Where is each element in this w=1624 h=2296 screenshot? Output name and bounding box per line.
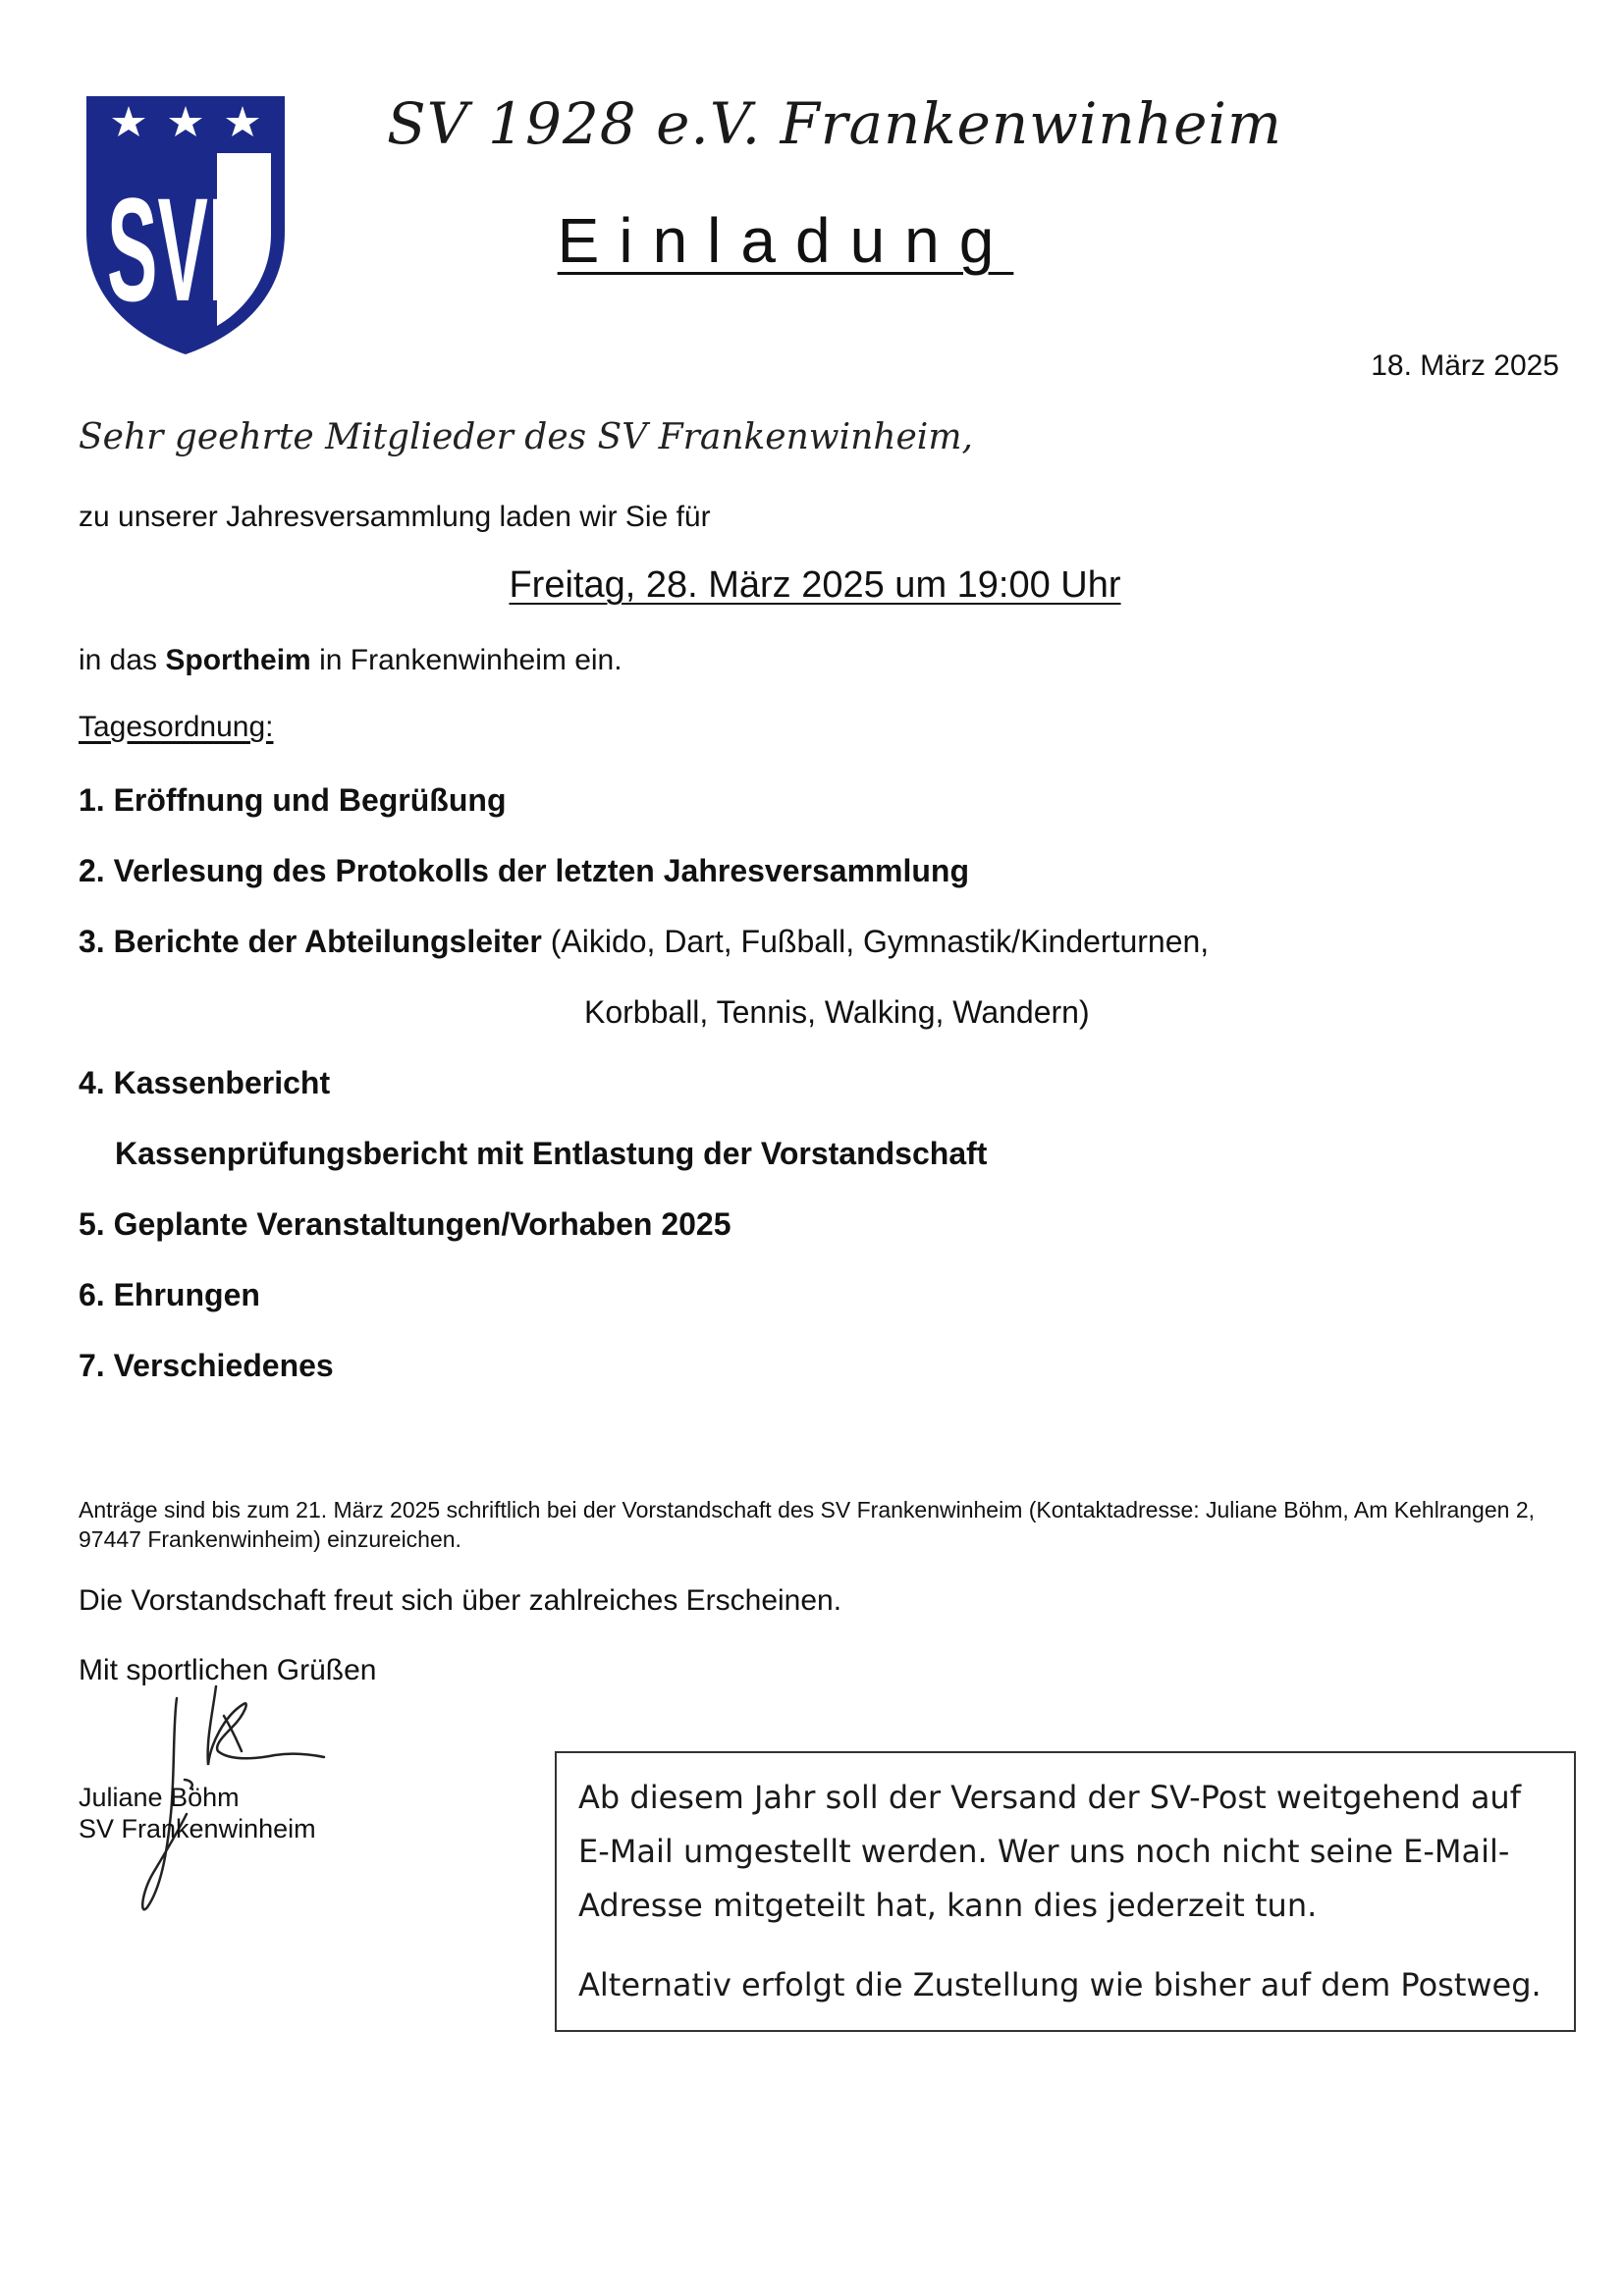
logo-letters: SVF [107, 167, 254, 332]
location-after: in Frankenwinheim ein. [310, 644, 623, 676]
notice-paragraph: Alternativ erfolgt die Zustellung wie bisher auf dem Postweg. [578, 1966, 1542, 2003]
location-place: Sportheim [165, 644, 311, 676]
club-logo [84, 94, 287, 356]
agenda-item: 2. Verlesung des Protokolls der letzten Jahresversammlung [79, 853, 969, 888]
agenda-item [79, 924, 1209, 960]
agenda-item: 4. Kassenbericht [79, 1065, 331, 1100]
greeting: Mit sportlichen Grüßen [79, 1654, 377, 1686]
proposals-note: Anträge sind bis zum 21. März 2025 schriftlich bei der Vorstandschaft des SV Frankenwinheim (Kontaktadresse: Juliane Böhm, Am Kehlrangen 2, 97447 Frankenwinheim) einzureichen. [79, 1497, 1535, 1552]
page-title: Einladung [557, 205, 1014, 276]
agenda-sub-item: Kassenprüfungsbericht mit Entlastung der Vorstandschaft [115, 1136, 988, 1171]
agenda-item: 6. Ehrungen [79, 1277, 260, 1312]
signer-organization: SV Frankenwinheim [79, 1814, 316, 1843]
closing-line: Die Vorstandschaft freut sich über zahlreiches Erscheinen. [79, 1584, 842, 1617]
letter-date: 18. März 2025 [1371, 349, 1559, 382]
meeting-datetime: Freitag, 28. März 2025 um 19:00 Uhr [509, 564, 1121, 606]
agenda-item: 1. Eröffnung und Begrüßung [79, 782, 507, 818]
agenda-item-continuation: Korbball, Tennis, Walking, Wandern) [584, 994, 1090, 1030]
intro-text: zu unserer Jahresversammlung laden wir Sie für [79, 501, 711, 533]
agenda-item: 5. Geplante Veranstaltungen/Vorhaben 2025 [79, 1206, 731, 1242]
agenda-item: 7. Verschiedenes [79, 1348, 334, 1383]
salutation: Sehr geehrte Mitglieder des SV Frankenwinheim, [79, 417, 973, 457]
agenda-heading: Tagesordnung: [79, 711, 274, 743]
email-notice-box [555, 1751, 1576, 2032]
notice-paragraph: Ab diesem Jahr soll der Versand der SV-Post weitgehend auf E-Mail umgestellt werden. Wer uns noch nicht seine E-Mail-Adresse mitgeteilt hat, kann dies jederzeit tun. [578, 1779, 1521, 1924]
signer-block [79, 1782, 316, 1844]
club-name: SV 1928 e.V. Frankenwinheim [387, 90, 1282, 157]
agenda-item-label: 3. Berichte der Abteilungsleiter [79, 924, 542, 959]
location-text [79, 644, 623, 677]
signer-name: Juliane Böhm [79, 1783, 240, 1812]
agenda-item-detail: (Aikido, Dart, Fußball, Gymnastik/Kinderturnen, [541, 924, 1210, 959]
location-before: in das [79, 644, 166, 676]
